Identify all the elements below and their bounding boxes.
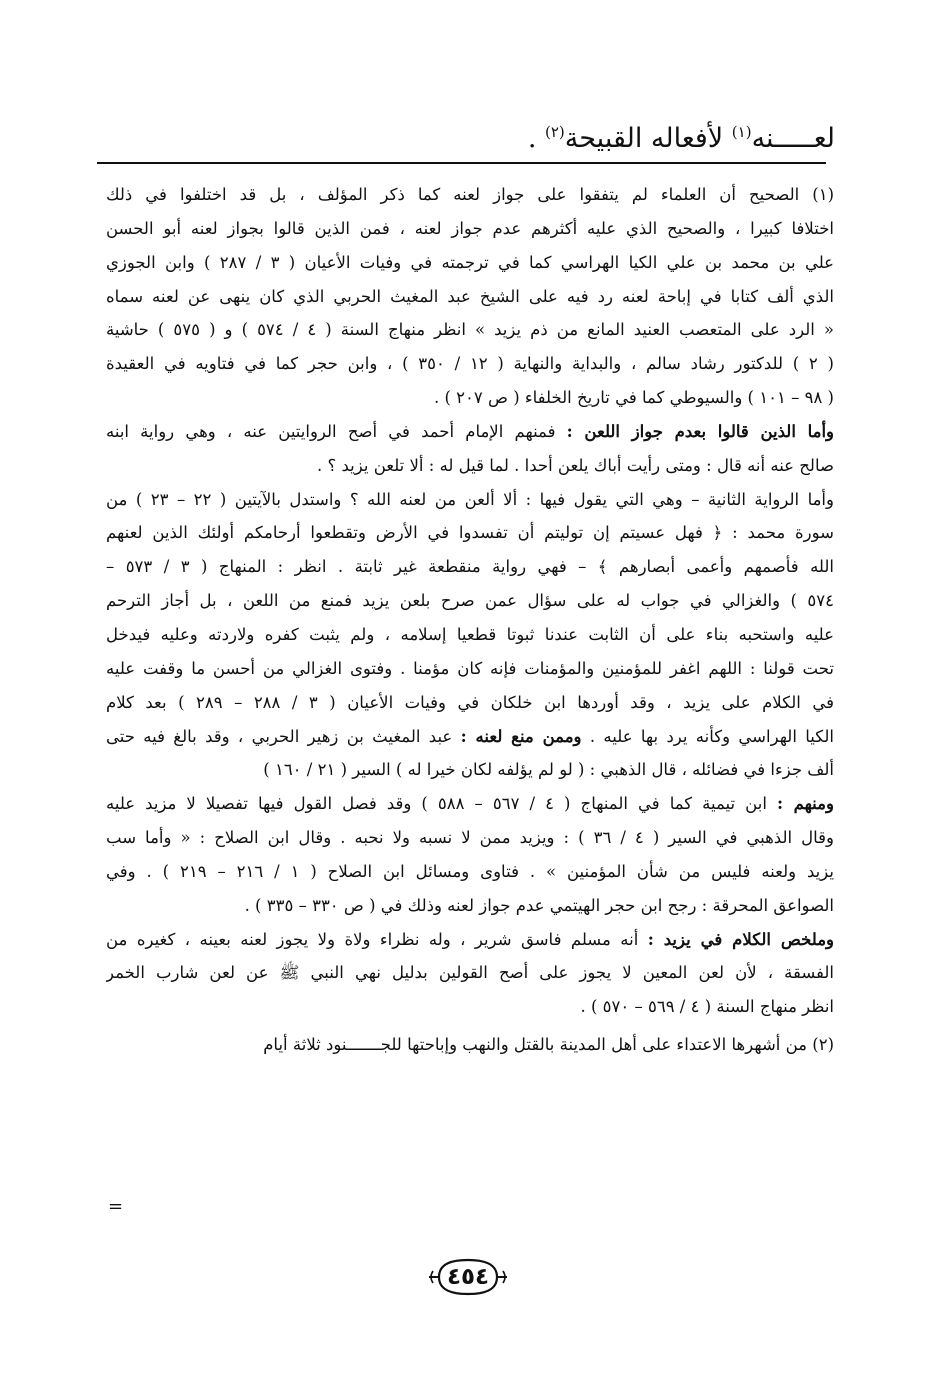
heading-word: لعـــــنه [751, 123, 835, 154]
continuation-mark: = [108, 1196, 124, 1217]
line-text: ٥٧٤ ) والغزالي في جواب له على سؤال عمن صرح بلعن يزيد فمنع من اللعن ، بل أجاز الترحم [106, 591, 834, 611]
line-text: أنه مسلم فاسق شرير ، وله نظراء ولاة ولا يجوز لعنه بعينه ، كغيره من [106, 929, 648, 949]
line-text: ( ٩٨ – ١٠١ ) والسيوطي كما في تاريخ الخلفاء ( ص ٢٠٧ ) . [434, 388, 834, 408]
footnote-line [106, 686, 834, 720]
line-text: الفسقة ، لأن لعن المعين لا يجوز على أصح القولين بدليل نهي النبي ﷺ عن لعن شارب الخمر [106, 963, 834, 983]
footnote-line [106, 753, 834, 787]
page-number: ٤٥٤ [446, 1264, 490, 1290]
footnote-line [106, 415, 834, 449]
bold-lead-phrase: ومنهم : [776, 794, 834, 814]
footnote-line [106, 618, 834, 652]
line-text: وقال الذهبي في السير ( ٤ / ٣٦ ) : ويزيد ممن لا نسبه ولا نحبه . وقال ابن الصلاح : « وأما سب [106, 828, 834, 848]
footnote-line [106, 381, 834, 415]
footnote-separator-rule [97, 162, 826, 164]
footnote-line [106, 347, 834, 381]
line-text: فمنهم الإمام أحمد في أصح الروايتين عنه ، وهي رواية ابنه [106, 421, 567, 441]
footnote-line [106, 956, 834, 990]
line-text: ألف جزءا في فضائله ، قال الذهبي : ( لو لم يؤلفه لكان خيرا له ) السير ( ٢١ / ١٦٠ ) [263, 760, 834, 780]
footnote-ref-1[interactable]: (١) [731, 123, 752, 141]
footnote-line [106, 449, 834, 483]
line-text: « الرد على المتعصب العنيد المانع من ذم يزيد » انظر منهاج السنة ( ٤ / ٥٧٤ ) و ( ٥٧٥ ) حاشية [106, 320, 834, 340]
line-text: وأما الرواية الثانية – وهي التي يقول فيها : ألا ألعن من لعنه الله ؟ واستدل بالآيتين ( ٢٢ – ٢٣ ) من [106, 489, 834, 509]
line-text: ابن تيمية كما في المنهاج ( ٤ / ٥٦٧ – ٥٨٨ ) وقد فصل القول فيها تفصيلا لا مزيد عليه [106, 794, 777, 814]
footnote-line [106, 855, 834, 889]
line-text: الله فأصمهم وأعمى أبصارهم ﴾ – فهي رواية منقطعة غير ثابتة . انظر : المنهاج ( ٣ / ٥٧٣ – [106, 557, 834, 577]
footnote-line [106, 821, 834, 855]
footnote-line [106, 584, 834, 618]
heading-end: . [527, 123, 545, 154]
footnote-line [106, 178, 834, 212]
line-text: الذي ألف كتابا في إباحة لعنه رد فيه على الشيخ عبد المغيث الحربي الذي كان ينهى عن لعنه سماه [106, 286, 834, 306]
bold-lead-phrase: وممن منع لعنه : [460, 726, 582, 746]
footnote-line [106, 246, 834, 280]
line-text: الصواعق المحرقة : رجح ابن حجر الهيتمي عدم جواز لعنه وذلك في ( ص ٣٣٠ – ٣٣٥ ) . [244, 895, 834, 915]
line-text: ( ٢ ) للدكتور رشاد سالم ، والبداية والنهاية ( ١٢ / ٣٥٠ ) ، وابن حجر كما في فتاويه في العقيدة [106, 354, 834, 374]
footnote-line [106, 483, 834, 517]
heading-middle: لأفعاله القبيحة [564, 123, 732, 154]
footnote-ref-2[interactable]: (٢) [544, 123, 565, 141]
footnote-line [106, 990, 834, 1024]
bold-lead-phrase: وأما الذين قالوا بعدم جواز اللعن : [566, 421, 834, 441]
line-text: عبد المغيث بن زهير الحربي ، وقد بالغ فيه حتى [106, 726, 461, 746]
footnote-line [106, 787, 834, 821]
footnote-line [106, 652, 834, 686]
line-text: علي بن محمد بن علي الكيا الهراسي كما في ترجمته في وفيات الأعيان ( ٣ / ٢٨٧ ) وابن الجوزي [106, 252, 834, 272]
body-text-heading [115, 112, 835, 159]
footnote-line [106, 923, 834, 957]
footnote-line [106, 889, 834, 923]
footnote-line [106, 212, 834, 246]
footnote-line [106, 516, 834, 550]
line-text: الكيا الهراسي وكأنه يرد بها عليه . [581, 726, 834, 746]
footnote-2-line: (٢) من أشهرها الاعتداء على أهل المدينة بالقتل والنهب وإباحتها للجـــــــنود ثلاثة أيام [263, 1035, 834, 1055]
bold-lead-phrase: وملخص الكلام في يزيد : [647, 929, 834, 949]
line-text: في الكلام على يزيد ، وقد أوردها ابن خلكان في وفيات الأعيان ( ٣ / ٢٨٨ – ٢٨٩ ) بعد كلام [106, 692, 834, 712]
footnote-line [106, 720, 834, 754]
page-number-badge [427, 1257, 509, 1297]
line-text: عليه واستحبه بناء على أن الثابت عندنا ثبوتا قطعيا إسلامه ، ولم يثبت كفره ولاردته وعليه فيدخل [106, 624, 834, 644]
line-text: تحت قولنا : اللهم اغفر للمؤمنين والمؤمنات فإنه كان مؤمنا . وفتوى الغزالي من أحسن ما وقفت عليه [106, 658, 834, 678]
line-text: يزيد ولعنه فليس من شأن المؤمنين » . فتاوى ومسائل ابن الصلاح ( ١ / ٢١٦ – ٢١٩ ) . وفي [106, 861, 834, 881]
line-text: صالح عنه أنه قال : ومتى رأيت أباك يلعن أحدا . لما قيل له : ألا تلعن يزيد ؟ . [317, 455, 834, 475]
line-text: اختلافا كبيرا ، والصحيح الذي عليه أكثرهم عدم جواز لعنه ، فمن الذين قالوا بجواز لعنه أبو الحسن [106, 218, 834, 238]
line-text: انظر منهاج السنة ( ٤ / ٥٦٩ – ٥٧٠ ) . [580, 997, 834, 1017]
footnote-line [106, 280, 834, 314]
line-text: سورة محمد : ﴿ فهل عسيتم إن توليتم أن تفسدوا في الأرض وتقطعوا أرحامكم أولئك الذين لعنهم [106, 523, 834, 543]
footnotes [106, 178, 834, 1062]
line-text: (١) الصحيح أن العلماء لم يتفقوا على جواز لعنه كما ذكر المؤلف ، بل قد اختلفوا في ذلك [106, 185, 834, 204]
footnote-line [106, 313, 834, 347]
footnote-line [106, 550, 834, 584]
